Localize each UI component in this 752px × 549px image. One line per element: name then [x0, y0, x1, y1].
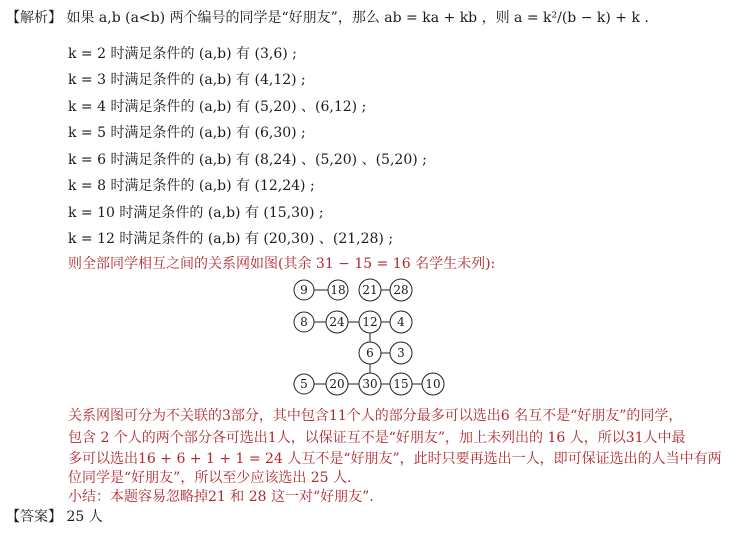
relationship-network: [280, 276, 470, 401]
relationship-diagram: [280, 276, 470, 401]
case-k8: k = 8 时满足条件的 (a,b) 有 (12,24) ;: [68, 178, 315, 194]
conclusion-line: 包含 2 个人的两个部分各可选出1人，以保证互不是“好朋友”，加上未列出的 16 人，所以31人中最: [68, 430, 686, 446]
case-k10: k = 10 时满足条件的 (a,b) 有 (15,30) ;: [68, 205, 324, 221]
node-label-24: 24: [329, 315, 345, 329]
case-k12: k = 12 时满足条件的 (a,b) 有 (20,30) 、(21,28) ;: [68, 231, 394, 247]
node-label-9: 9: [300, 283, 308, 297]
case-k4: k = 4 时满足条件的 (a,b) 有 (5,20) 、(6,12) ;: [68, 99, 367, 115]
case-k3: k = 3 时满足条件的 (a,b) 有 (4,12) ;: [68, 72, 306, 88]
node-label-5: 5: [300, 377, 308, 391]
summary-text: 小结：本题容易忽略掉21 和 28 这一对“好朋友”.: [68, 489, 374, 505]
node-label-20: 20: [329, 377, 345, 391]
diagram-caption: 则全部同学相互之间的关系网如图(其余 31 − 15 = 16 名学生未列):: [68, 256, 496, 272]
answer-value: 25 人: [66, 509, 103, 525]
node-label-15: 15: [393, 377, 409, 391]
conclusion-line: 关系网图可分为不关联的3部分，其中包含11个人的部分最多可以选出6 名互不是“好朋友”的同学，: [68, 408, 683, 424]
case-k5: k = 5 时满足条件的 (a,b) 有 (6,30) ;: [68, 125, 306, 141]
answer-line: [6, 507, 103, 527]
case-k2: k = 2 时满足条件的 (a,b) 有 (3,6) ;: [68, 46, 297, 62]
node-label-4: 4: [397, 315, 405, 329]
conclusion-line: 多可以选出16 + 6 + 1 + 1 = 24 人互不是“好朋友”，此时只要再选出一人，即可保证选出的人当中有两: [68, 451, 722, 467]
node-label-3: 3: [397, 346, 405, 360]
node-label-12: 12: [362, 315, 378, 329]
node-label-10: 10: [425, 377, 441, 391]
node-label-28: 28: [393, 283, 409, 297]
analysis-tag: 【解析】: [6, 10, 62, 26]
analysis-intro: 如果 a,b (a<b) 两个编号的同学是“好朋友”，那么 ab = ka + kb ，则 a = k²/(b − k) + k .: [66, 10, 649, 26]
node-label-30: 30: [362, 377, 378, 391]
case-k6: k = 6 时满足条件的 (a,b) 有 (8,24) 、(5,20) 、(5,20) ;: [68, 152, 427, 168]
analysis-line: [6, 8, 649, 28]
conclusion-line: 位同学是“好朋友”，所以至少应该选出 25 人.: [68, 470, 352, 486]
answer-tag: 【答案】: [6, 509, 62, 525]
node-label-18: 18: [330, 283, 346, 297]
node-label-21: 21: [362, 283, 378, 297]
node-label-8: 8: [300, 315, 308, 329]
node-label-6: 6: [366, 346, 374, 360]
